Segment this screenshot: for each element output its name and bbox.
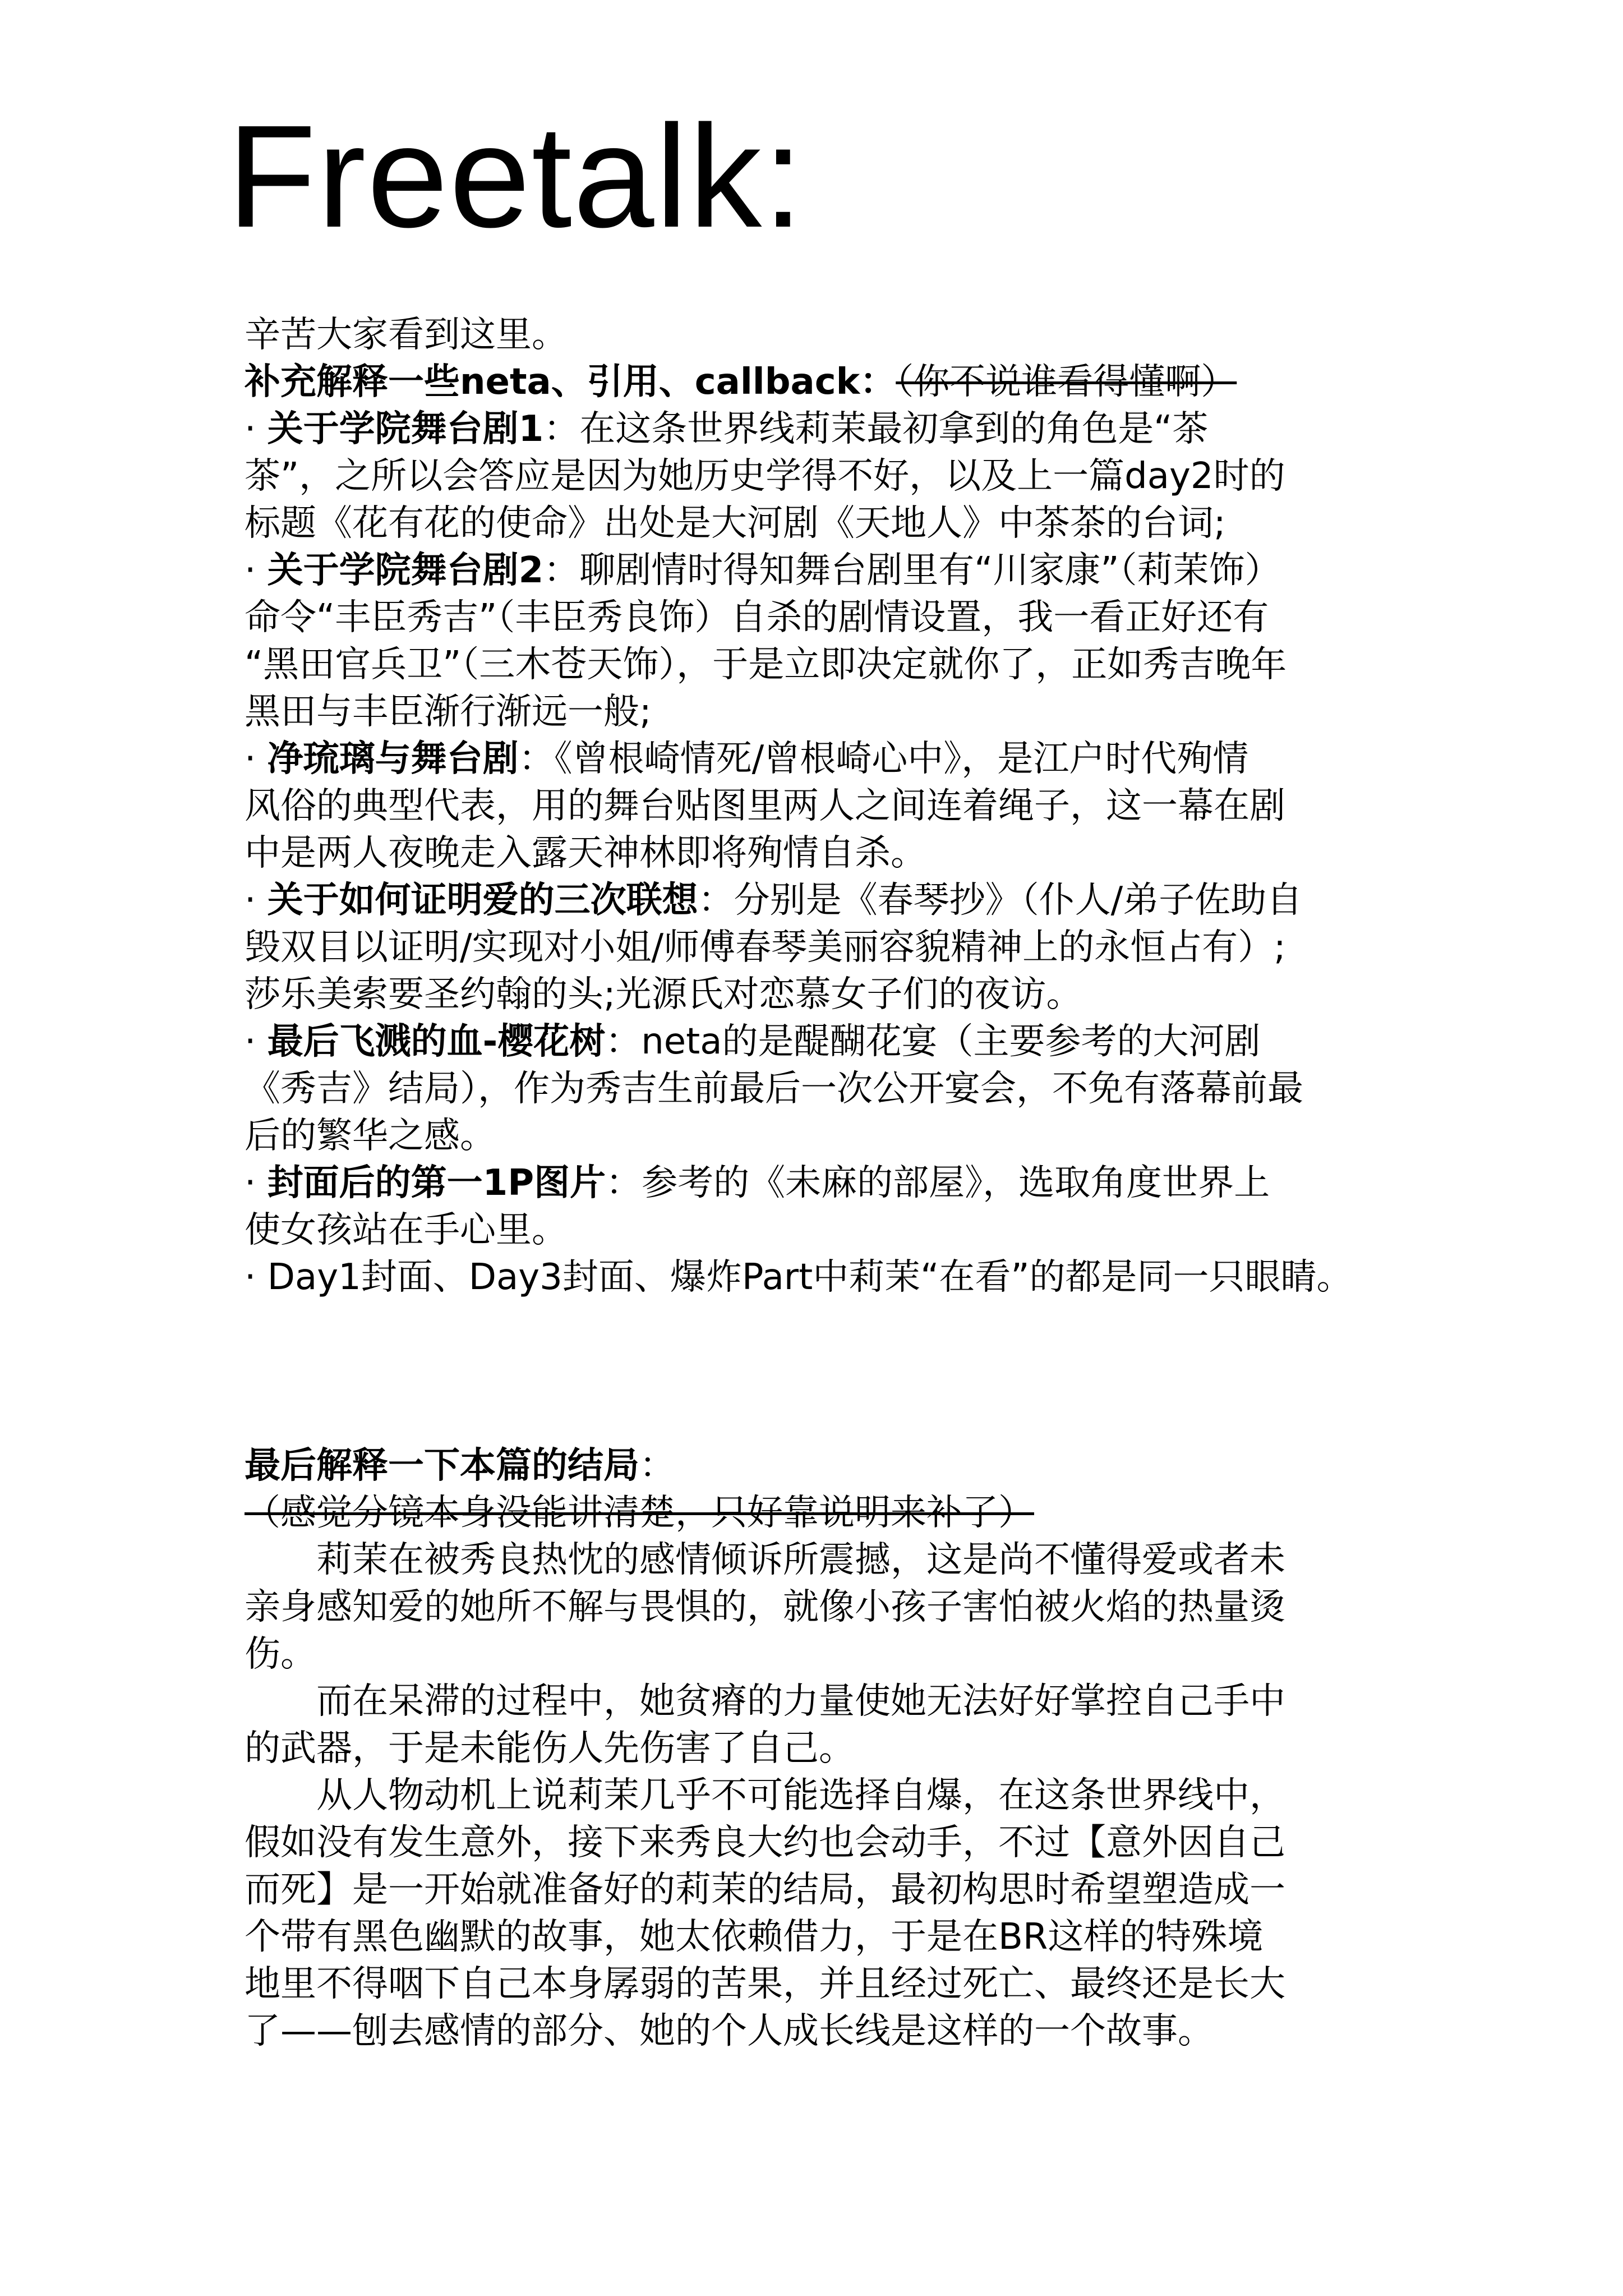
document-body xyxy=(245,311,1389,2055)
paragraph-line: 地里不得咽下自己本身孱弱的苦果，并且经过死亡、最终还是长大 xyxy=(245,1963,1285,2005)
ending-note-line xyxy=(245,1489,1389,1536)
bullet-label: 关于学院舞台剧2 xyxy=(267,550,544,591)
bullet-text: ：neta的是醍醐花宴（主要参考的大河剧 xyxy=(605,1021,1261,1062)
bullet-item-same-eye xyxy=(245,1254,1389,1301)
bullet-first-line xyxy=(245,877,1389,924)
ending-paragraph-3 xyxy=(245,1772,1389,2055)
bullet-label: 关于如何证明爱的三次联想 xyxy=(267,880,698,921)
ending-heading-line xyxy=(245,1442,1389,1489)
bullet-label: 净琉璃与舞台剧 xyxy=(267,738,519,780)
paragraph-line: 个带有黑色幽默的故事，她太依赖借力，于是在BR这样的特殊境 xyxy=(245,1916,1264,1958)
intro-line: 辛苦大家看到这里。 xyxy=(245,314,568,356)
bullet-text: 风俗的典型代表，用的舞台贴图里两人之间连着绳子，这一幕在剧 xyxy=(245,785,1285,827)
bullet-first-line xyxy=(245,1018,1389,1065)
ending-paragraph-2 xyxy=(245,1678,1389,1772)
bullet-text: 莎乐美索要圣约翰的头;光源氏对恋慕女子们的夜访。 xyxy=(245,974,1082,1015)
bullet-text: 毁双目以证明/实现对小姐/师傅春琴美丽容貌精神上的永恒占有）; xyxy=(245,927,1286,968)
bullet-first-line xyxy=(245,735,1389,783)
paragraph-line: 而在呆滞的过程中，她贫瘠的力量使她无法好好掌控自己手中 xyxy=(316,1681,1285,1722)
supplement-heading: 补充解释一些neta、引用、callback： xyxy=(245,361,896,403)
bullet-label: 关于学院舞台剧1 xyxy=(267,408,544,450)
bullet-text: 标题《花有花的使命》出处是大河剧《天地人》中茶茶的台词; xyxy=(245,503,1226,544)
bullet-text: 中是两人夜晚走入露天神林即将殉情自杀。 xyxy=(245,832,926,874)
bullet-marker: · xyxy=(245,1162,268,1204)
bullet-text: ：分别是《春琴抄》（仆人/弟子佐助自 xyxy=(698,880,1303,921)
paragraph-line: 了——刨去感情的部分、她的个人成长线是这样的一个故事。 xyxy=(245,2010,1214,2052)
bullet-label: 最后飞溅的血-樱花树 xyxy=(267,1021,606,1062)
bullet-text: 命令“丰臣秀吉”（丰臣秀良饰）自杀的剧情设置，我一看正好还有 xyxy=(245,597,1269,638)
paragraph-line: 伤。 xyxy=(245,1634,316,1675)
bullet-item-blood-sakura xyxy=(245,1018,1389,1159)
bullet-item-stage-play-1 xyxy=(245,406,1389,547)
supplement-strikethrough-note: （你不说谁看得懂啊） xyxy=(896,361,1237,403)
section-spacer xyxy=(245,1301,1389,1442)
paragraph-line: 亲身感知爱的她所不解与畏惧的，就像小孩子害怕被火焰的热量烫 xyxy=(245,1586,1285,1628)
bullet-text: ：《曾根崎情死/曾根崎心中》，是江户时代殉情 xyxy=(518,738,1249,780)
supplement-heading-line xyxy=(245,358,1389,406)
bullet-first-line xyxy=(245,406,1389,453)
bullet-marker: · xyxy=(245,1257,268,1298)
paragraph-line: 从人物动机上说莉茉几乎不可能选择自爆，在这条世界线中， xyxy=(316,1775,1285,1816)
bullet-text: 《秀吉》结局），作为秀吉生前最后一次公开宴会，不免有落幕前最 xyxy=(245,1068,1303,1110)
bullet-text: ：在这条世界线莉茉最初拿到的角色是“茶 xyxy=(543,408,1209,450)
paragraph-line: 假如没有发生意外，接下来秀良大约也会动手，不过【意外因自己 xyxy=(245,1822,1285,1864)
bullet-item-stage-play-2 xyxy=(245,547,1389,735)
bullet-text: ：聊剧情时得知舞台剧里有“川家康”（莉茉饰） xyxy=(543,550,1281,591)
bullet-text: 后的繁华之感。 xyxy=(245,1115,496,1157)
bullet-item-first-page-image xyxy=(245,1159,1389,1254)
ending-strikethrough-note: （感觉分镜本身没能讲清楚，只好靠说明来补了） xyxy=(245,1492,1034,1534)
bullet-marker: · xyxy=(245,550,268,591)
paragraph-line: 而死】是一开始就准备好的莉茉的结局，最初构思时希望塑造成一 xyxy=(245,1869,1285,1911)
bullet-text: 茶”，之所以会答应是因为她历史学得不好，以及上一篇day2时的 xyxy=(245,455,1285,497)
bullet-marker: · xyxy=(245,880,268,921)
page-title: Freetalk: xyxy=(227,95,805,258)
ending-heading-colon: ： xyxy=(639,1445,675,1487)
bullet-marker: · xyxy=(245,408,268,450)
bullet-marker: · xyxy=(245,738,268,780)
bullet-first-line xyxy=(245,1254,1389,1301)
bullet-first-line xyxy=(245,1159,1389,1207)
bullet-item-joruri xyxy=(245,735,1389,877)
bullet-text: 使女孩站在手心里。 xyxy=(245,1209,568,1251)
bullet-text: ：参考的《未麻的部屋》，选取角度世界上 xyxy=(606,1162,1270,1204)
bullet-text: Day1封面、Day3封面、爆炸Part中莉茉“在看”的都是同一只眼睛。 xyxy=(267,1257,1353,1298)
ending-paragraph-1 xyxy=(245,1536,1389,1678)
paragraph-line: 的武器，于是未能伤人先伤害了自己。 xyxy=(245,1728,855,1769)
bullet-text: “黑田官兵卫”（三木苍天饰），于是立即决定就你了，正如秀吉晚年 xyxy=(245,644,1287,685)
bullet-label: 封面后的第一1P图片 xyxy=(267,1162,606,1204)
ending-heading: 最后解释一下本篇的结局 xyxy=(245,1445,639,1487)
bullet-text: 黑田与丰臣渐行渐远一般; xyxy=(245,691,652,733)
bullet-first-line xyxy=(245,547,1389,594)
bullet-marker: · xyxy=(245,1021,268,1062)
bullet-item-love-associations xyxy=(245,877,1389,1018)
paragraph-line: 莉茉在被秀良热忱的感情倾诉所震撼，这是尚不懂得爱或者未 xyxy=(316,1539,1285,1581)
